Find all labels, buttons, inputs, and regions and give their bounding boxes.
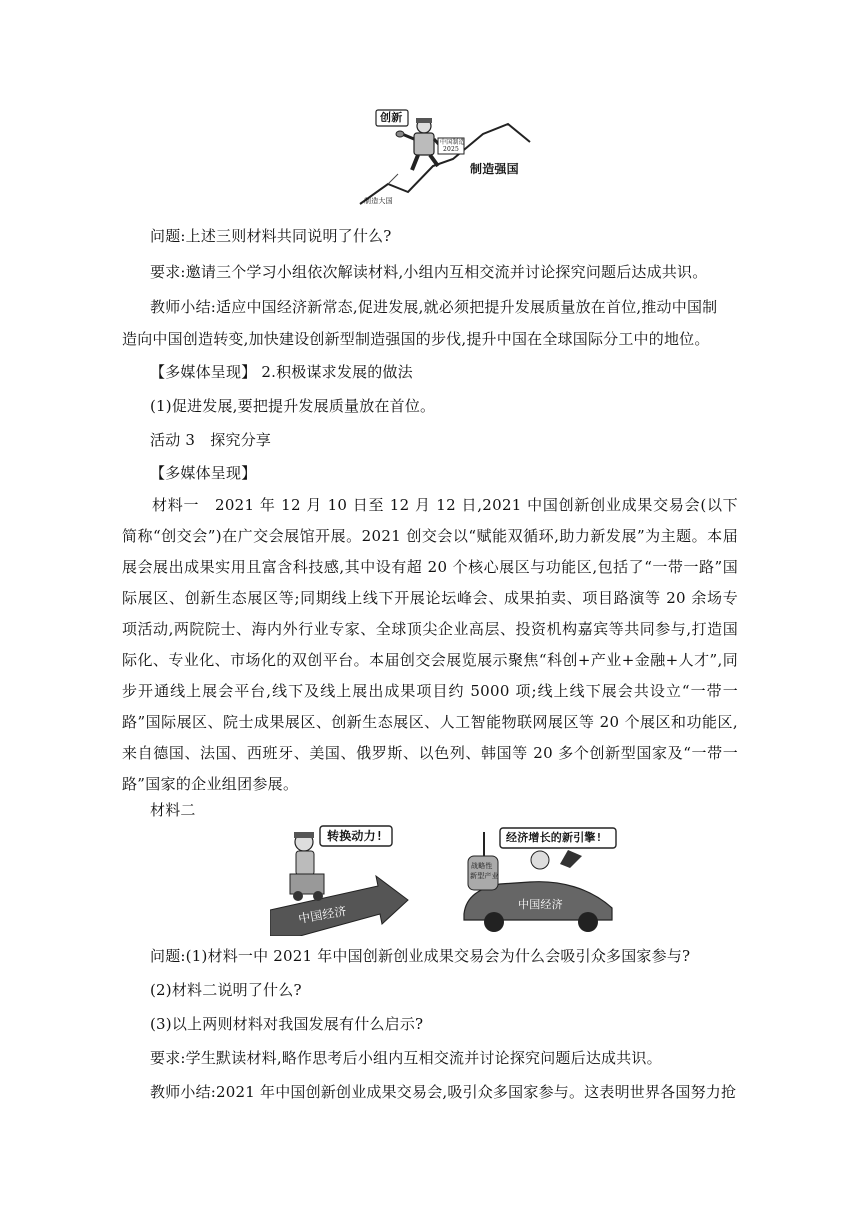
requirement-2: 要求:学生默读材料,略作思考后小组内互相交流并讨论探究问题后达成共识。 <box>150 1049 662 1067</box>
manufacturing-power-label: 制造强国 <box>470 162 519 176</box>
made-in-china-badge-line1: 中国制造 <box>440 139 465 146</box>
multimedia-heading-1: 【多媒体呈现】 2.积极谋求发展的做法 <box>150 363 413 381</box>
point-1: (1)促进发展,要把提升发展质量放在首位。 <box>150 397 436 415</box>
engine-label-line2: 新型产业 <box>470 872 499 880</box>
question-2-part-3: (3)以上两则材料对我国发展有什么启示? <box>150 1015 424 1033</box>
made-in-china-badge-line2: 2025 <box>443 146 460 153</box>
activity-3-heading: 活动 3 探究分享 <box>150 431 272 449</box>
switch-power-bubble-text: 转换动力! <box>327 829 384 843</box>
climbing-cartoon-figure <box>358 104 538 212</box>
cartoon-new-engine <box>460 822 620 936</box>
requirement-1: 要求:邀请三个学习小组依次解读材料,小组内互相交流并讨论探究问题后达成共识。 <box>150 263 708 281</box>
multimedia-heading-2: 【多媒体呈现】 <box>150 464 257 482</box>
new-engine-bubble-text: 经济增长的新引擎! <box>506 831 603 844</box>
material-2-label: 材料二 <box>150 801 196 819</box>
teacher-summary-1-line2: 造向中国创造转变,加快建设创新型制造强国的步伐,提升中国在全球国际分工中的地位。 <box>122 330 710 348</box>
teacher-summary-1-line1: 教师小结:适应中国经济新常态,促进发展,就必须把提升发展质量放在首位,推动中国制 <box>150 298 718 316</box>
china-economy-car-label: 中国经济 <box>518 898 563 911</box>
question-2-part-1: 问题:(1)材料一中 2021 年中国创新创业成果交易会为什么会吸引众多国家参与? <box>150 947 691 965</box>
innovation-bubble-text: 创新 <box>380 111 403 124</box>
teacher-summary-2-line1: 教师小结:2021 年中国创新创业成果交易会,吸引众多国家参与。这表明世界各国努力抢 <box>150 1083 737 1101</box>
manufacturing-country-label: 制造大国 <box>364 197 393 205</box>
question-1: 问题:上述三则材料共同说明了什么? <box>150 227 392 245</box>
engine-label-line1: 战略性 <box>471 862 493 870</box>
material-1-paragraph: 材料一 2021 年 12 月 10 日至 12 月 12 日,2021 中国创新创业成果交易会(以下简称“创交会”)在广交会展馆开展。2021 创交会以“赋能双循环,助力新发展”为主题。本届展会展出成果实用且富含科技感,其中设有超 20 个核心展区与功能区,包括了“一带一路”国际展区、创新生态展区等;同期线上线下开展论坛峰会、成果拍卖、项目路演等 20 余场专项活动,两院院士、海内外行业专家、全球顶尖企业高层、投资机构嘉宾等共同参与,打造国际化、专业化、市场化的双创平台。本届创交会展览展示聚焦“科创+产业+金融+人才”,同步开通线上展会平台,线下及线上展出成果项目约 5000 项;线上线下展会共设立“一带一路”国际展区、院士成果展区、创新生态展区、人工智能物联网展区等 20 个展区和功能区,来自德国、法国、西班牙、美国、俄罗斯、以色列、韩国等 20 多个创新型国家及“一带一路”国家的企业组团参展。 <box>122 496 738 793</box>
question-2-part-2: (2)材料二说明了什么? <box>150 981 302 999</box>
china-economy-arrow-label: 中国经济 <box>297 903 348 927</box>
cartoon-switch-power <box>270 824 410 936</box>
